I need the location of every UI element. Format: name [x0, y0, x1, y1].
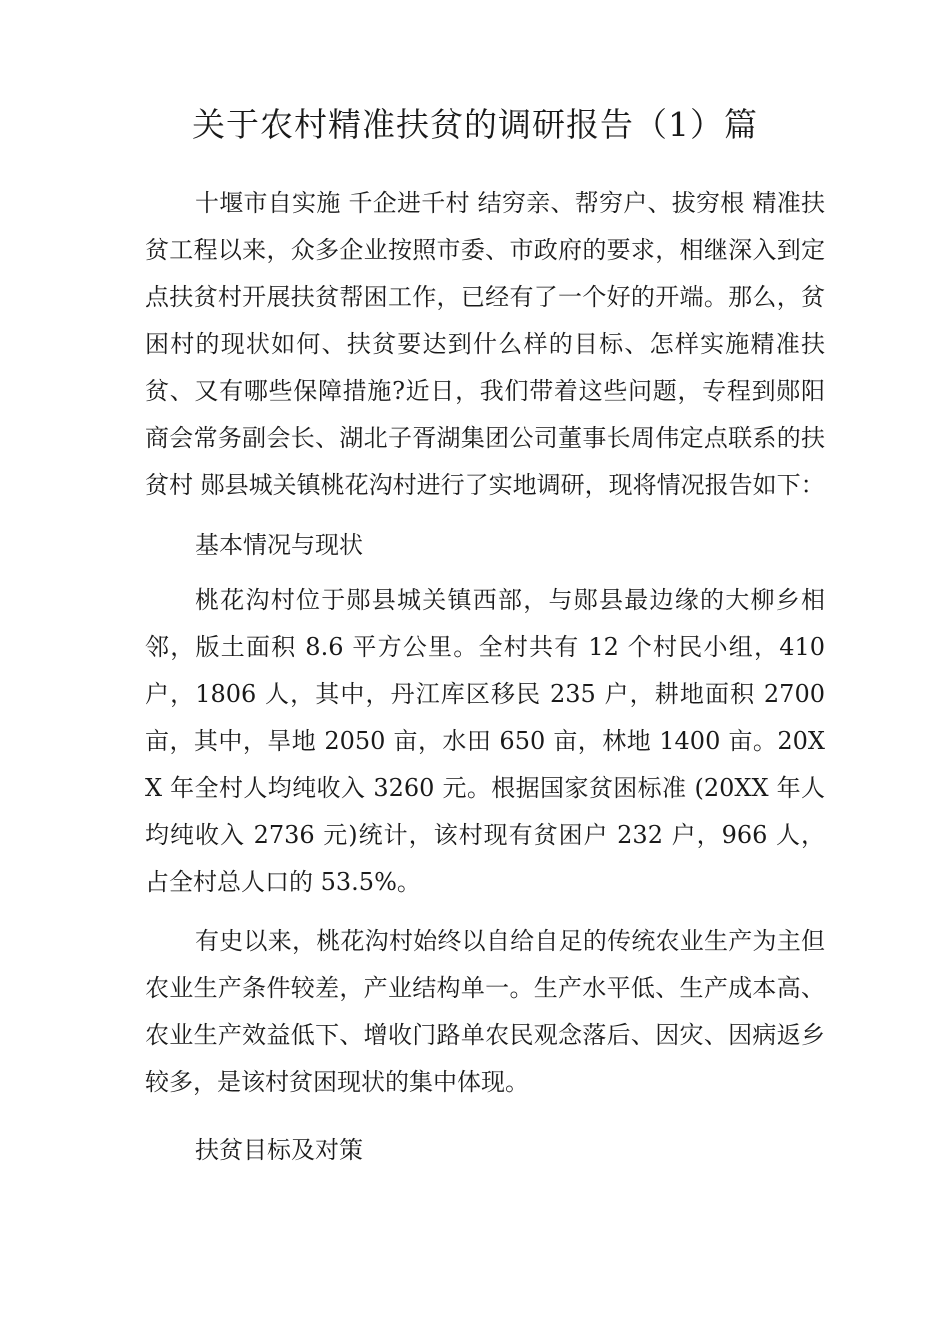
- paragraph-poverty-causes: 有史以来，桃花沟村始终以自给自足的传统农业生产为主但农业生产条件较差，产业结构单一。生产水平低、生产成本高、农业生产效益低下、增收门路单农民观念落后、因灾、因病返乡较多，是该村贫困现状的集中体现。: [145, 927, 825, 1096]
- document-title: 关于农村精准扶贫的调研报告（1）篇: [192, 105, 758, 144]
- paragraph-intro: 十堰市自实施 千企进千村 结穷亲、帮穷户、拔穷根 精准扶贫工程以来，众多企业按照市委、市政府的要求，相继深入到定点扶贫村开展扶贫帮困工作，已经有了一个好的开端。那么，贫困村的现状如何、扶贫要达到什么样的目标、怎样实施精准扶贫、又有哪些保障措施?近日，我们带着这些问题，专程到郧阳商会常务副会长、湖北子胥湖集团公司董事长周伟定点联系的扶贫村 郧县城关镇桃花沟村进行了实地调研，现将情况报告如下：: [145, 189, 825, 499]
- section-heading-goals: 扶贫目标及对策: [195, 1135, 363, 1164]
- paragraph-village-stats: 桃花沟村位于郧县城关镇西部，与郧县最边缘的大柳乡相邻，版土面积 8.6 平方公里。全村共有 12 个村民小组，410 户，1806 人，其中，丹江库区移民 235 户，耕地面积 2700 亩，其中，旱地 2050 亩，水田 650 亩，林地 1400 亩。20XX 年全村人均纯收入 3260 元。根据国家贫困标准 (20XX 年人均纯收入 2736 元)统计，该村现有贫困户 232 户，966 人，占全村总人口的 53.5%。: [145, 586, 825, 896]
- section-heading-basic-situation: 基本情况与现状: [195, 530, 363, 559]
- document-body: [145, 180, 825, 1182]
